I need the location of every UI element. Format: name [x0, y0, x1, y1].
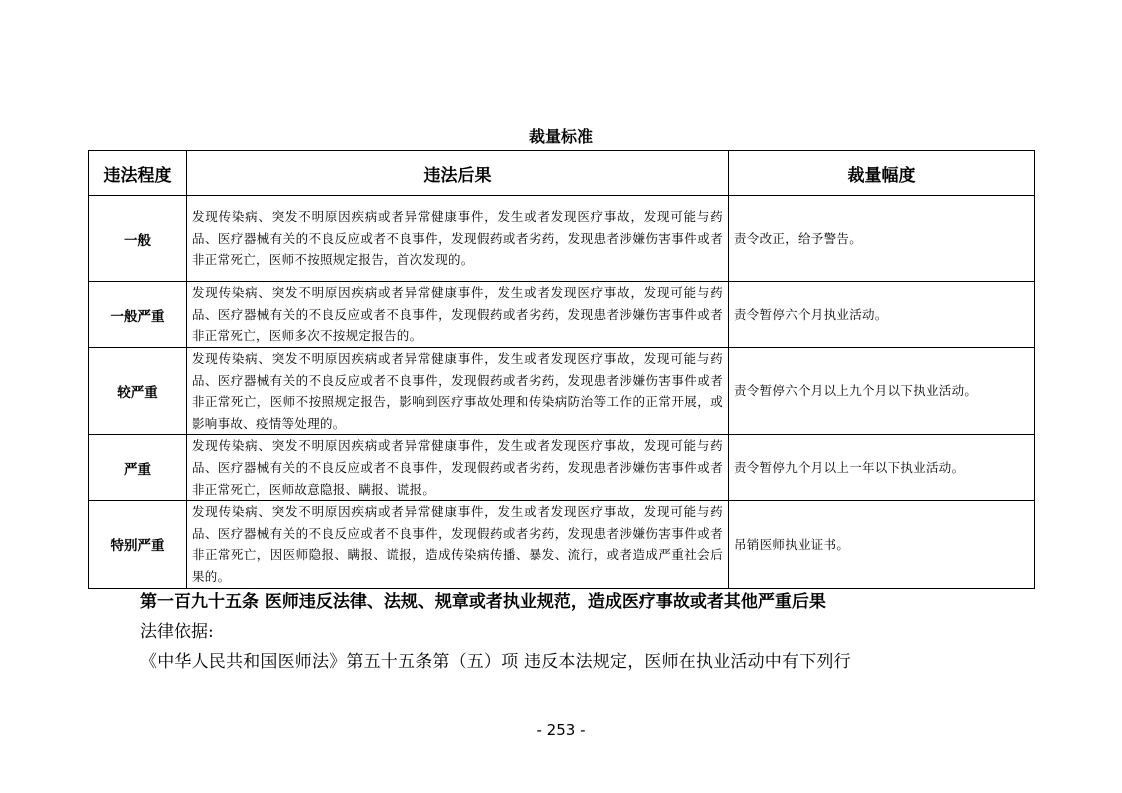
penalty-range: 责令暂停六个月执业活动。 — [729, 282, 1035, 348]
violation-consequence: 发现传染病、突发不明原因疾病或者异常健康事件，发生或者发现医疗事故，发现可能与药品、医疗器械有关的不良反应或者不良事件，发现假药或者劣药，发现患者涉嫌伤害事件或者非正常死亡，因医师隐报、瞒报、谎报，造成传染病传播、暴发、流行，或者造成严重社会后果的。 — [187, 501, 729, 588]
table-row — [89, 435, 1035, 501]
legal-basis-text: 《中华人民共和国医师法》第五十五条第（五）项 违反本法规定，医师在执业活动中有下列行 — [140, 652, 851, 672]
violation-consequence: 发现传染病、突发不明原因疾病或者异常健康事件，发生或者发现医疗事故，发现可能与药品、医疗器械有关的不良反应或者不良事件，发现假药或者劣药，发现患者涉嫌伤害事件或者非正常死亡，医师不按照规定报告，影响到医疗事故处理和传染病防治等工作的正常开展，或影响事故、疫情等处理的。 — [187, 348, 729, 435]
legal-basis-label: 法律依据: — [140, 622, 214, 642]
table-header-row — [89, 151, 1035, 196]
violation-level: 一般 — [89, 196, 187, 282]
violation-level: 一般严重 — [89, 282, 187, 348]
table-row — [89, 282, 1035, 348]
penalty-standard-table — [88, 150, 1035, 589]
header-violation-consequence: 违法后果 — [187, 151, 729, 196]
penalty-range: 责令暂停九个月以上一年以下执业活动。 — [729, 435, 1035, 501]
table-row — [89, 196, 1035, 282]
header-violation-level: 违法程度 — [89, 151, 187, 196]
violation-level: 严重 — [89, 435, 187, 501]
header-penalty-range: 裁量幅度 — [729, 151, 1035, 196]
table-row — [89, 348, 1035, 435]
penalty-range: 吊销医师执业证书。 — [729, 501, 1035, 588]
penalty-range: 责令改正，给予警告。 — [729, 196, 1035, 282]
violation-consequence: 发现传染病、突发不明原因疾病或者异常健康事件，发生或者发现医疗事故，发现可能与药品、医疗器械有关的不良反应或者不良事件，发现假药或者劣药，发现患者涉嫌伤害事件或者非正常死亡，医师多次不按规定报告的。 — [187, 282, 729, 348]
article-heading: 第一百九十五条 医师违反法律、法规、规章或者执业规范，造成医疗事故或者其他严重后果 — [140, 592, 826, 612]
violation-consequence: 发现传染病、突发不明原因疾病或者异常健康事件，发生或者发现医疗事故，发现可能与药品、医疗器械有关的不良反应或者不良事件，发现假药或者劣药，发现患者涉嫌伤害事件或者非正常死亡，医师不按照规定报告，首次发现的。 — [187, 196, 729, 282]
table-title: 裁量标准 — [528, 127, 593, 146]
violation-level: 较严重 — [89, 348, 187, 435]
violation-level: 特别严重 — [89, 501, 187, 588]
table-row — [89, 501, 1035, 588]
page-number: - 253 - — [536, 721, 586, 739]
violation-consequence: 发现传染病、突发不明原因疾病或者异常健康事件，发生或者发现医疗事故，发现可能与药品、医疗器械有关的不良反应或者不良事件，发现假药或者劣药，发现患者涉嫌伤害事件或者非正常死亡，医师故意隐报、瞒报、谎报。 — [187, 435, 729, 501]
penalty-range: 责令暂停六个月以上九个月以下执业活动。 — [729, 348, 1035, 435]
